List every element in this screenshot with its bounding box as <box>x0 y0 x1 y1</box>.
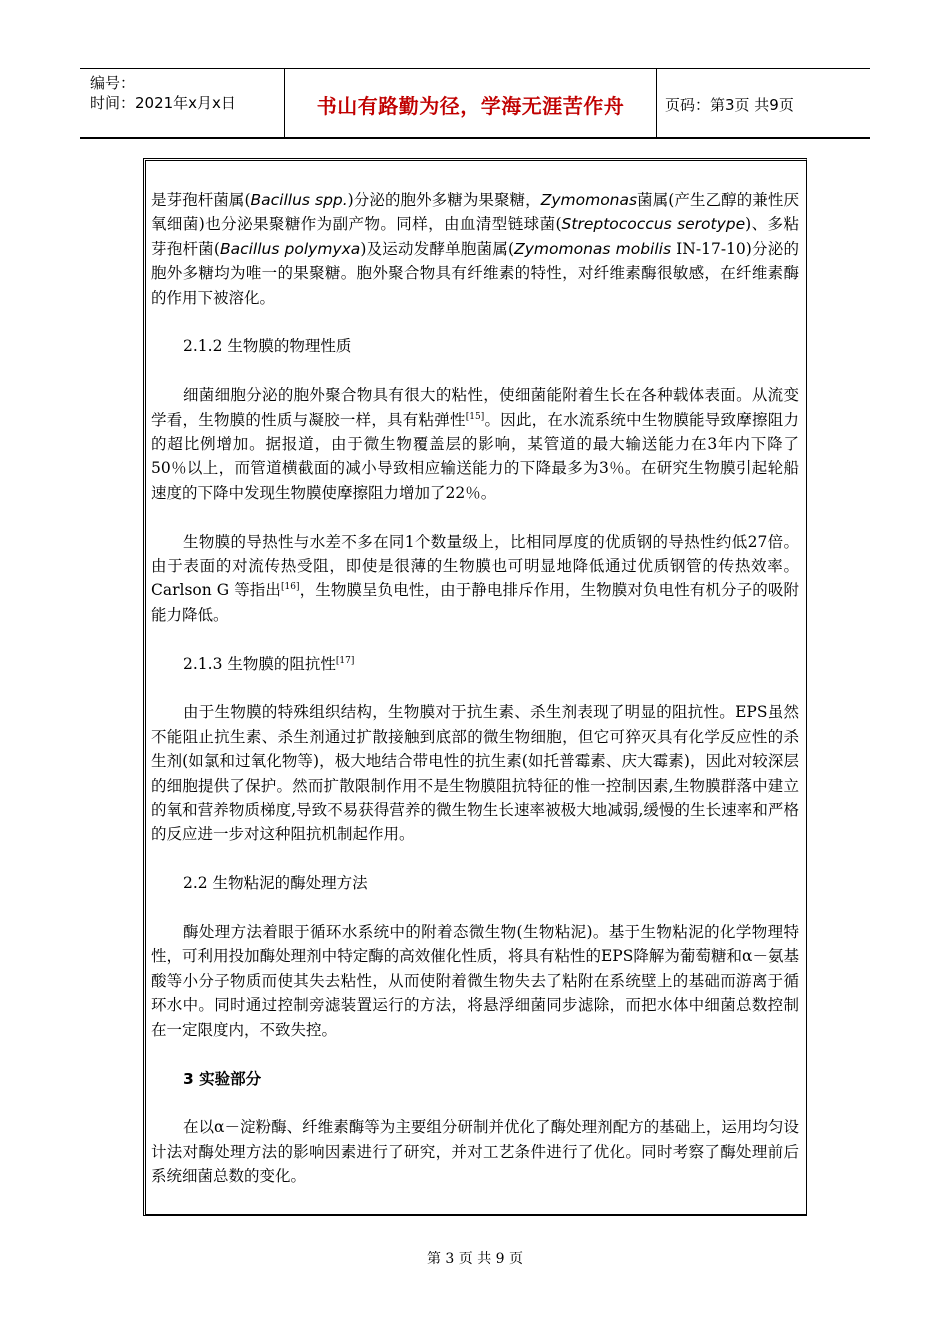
italic-term: Bacillus spp. <box>250 191 348 209</box>
heading-3: 3 实验部分 <box>183 1069 262 1088</box>
text-run: )、多粘芽孢杆菌( <box>151 215 799 258</box>
text-run: IN-17-10)分泌的胞外多糖均为唯一的果聚糖。胞外聚合物具有纤维素的特性，对纤维素酶很敏感，在纤维素酶的作用下被溶化。 <box>151 239 799 307</box>
heading-2-1-3 <box>151 652 799 676</box>
header-left-cell <box>80 69 283 137</box>
heading-2-1-2: 2.1.2 生物膜的物理性质 <box>183 337 352 356</box>
italic-term: Streptococcus serotype <box>561 215 746 234</box>
document-body <box>151 188 799 1189</box>
text-run: 由于生物膜的特殊组织结构，生物膜对于抗生素、杀生剂表现了明显的阻抗性。EPS虽然不能阻止抗生素、杀生剂通过扩散接触到底部的微生物细胞，但它可猝灭具有化学反应性的杀生剂(如氯和过氧化物等)，极大地结合带电性的抗生素(如托普霉素、庆大霉素)，因此对较深层的细胞提供了保护。然而扩散限制作用不是生物膜阻抗特征的惟一控制因素,生物膜群落中建立的氧和营养物质梯度,导致不易获得营养的微生物生长速率被极大地减弱,缓慢的生长速率和严格的反应进一步对这种阻抗机制起作用。 <box>151 703 799 844</box>
paragraph-thermal <box>151 530 799 628</box>
text-run: )及运动发酵单胞菌属( <box>360 239 515 258</box>
header-motto-cell <box>284 69 657 137</box>
heading-2-2: 2.2 生物粘泥的酶处理方法 <box>183 874 368 893</box>
text-run: 酶处理方法着眼于循环水系统中的附着态微生物(生物粘泥)。基于生物粘泥的化学物理特性，可利用投加酶处理剂中特定酶的高效催化性质，将具有粘性的EPS降解为葡萄糖和α－氨基酸等小分子物质而使其失去粘性，从而使附着微生物失去了粘附在系统壁上的基础而游离于循环水中。同时通过控制旁滤装置运行的方法，将悬浮细菌同步滤除，而把水体中细菌总数控制在一定限度内，不致失控。 <box>151 923 799 1039</box>
citation-ref: [16] <box>281 582 300 593</box>
paragraph-enzyme <box>151 920 799 1042</box>
paragraph-viscosity <box>151 383 799 505</box>
heading-2-1-3-ref: [17] <box>335 655 355 666</box>
text-run: )分泌的胞外多糖为果聚糖， <box>347 191 541 209</box>
text-run: 细菌细胞分泌的胞外聚合物具有很大的粘性，使细菌能附着生长在各种载体表面。从流变学看，生物膜的性质与凝胶一样，具有粘弹性 <box>151 386 799 429</box>
text-run: 是芽孢杆菌属( <box>151 191 251 209</box>
text-run: 生物膜的导热性与水差不多在同1个数量级上，比相同厚度的优质钢的导热性约低27倍。由于表面的对流传热受阻，即使是很薄的生物膜也可明显地降低通过优质钢管的传热效率。Carlson G 等指出 <box>151 532 799 600</box>
header-page-cell <box>657 69 870 137</box>
text-run: 。因此，在水流系统中生物膜能导致摩擦阻力的超比例增加。据报道，由于微生物覆盖层的影响，某管道的最大输送能力在3年内下降了50％以上，而管道横截面的减小导致相应输送能力的下降最多为3％。在研究生物膜引起轮船速度的下降中发现生物膜使摩擦阻力增加了22％。 <box>151 410 799 502</box>
page-footer: 第 3 页 共 9 页 <box>426 1251 524 1267</box>
text-run: 在以α－淀粉酶、纤维素酶等为主要组分研制并优化了酶处理剂配方的基础上，运用均匀设计法对酶处理方法的影响因素进行了研究，并对工艺条件进行了优化。同时考察了酶处理前后系统细菌总数的变化。 <box>151 1118 799 1186</box>
paragraph-resistance <box>151 700 799 846</box>
text-run: ，生物膜呈负电性，由于静电排斥作用，生物膜对负电性有机分子的吸附能力降低。 <box>151 581 799 624</box>
citation-ref: [15] <box>465 411 485 422</box>
text-run: 菌属(产生乙醇的兼性厌氧细菌)也分泌果聚糖作为副产物。同样，由血清型链球菌( <box>151 191 799 234</box>
paragraph-experiment <box>151 1115 799 1188</box>
time-label: 时间：2021年x月x日 <box>90 94 236 112</box>
motto: 书山有路勤为径，学海无涯苦作舟 <box>316 94 625 118</box>
italic-term: Zymomonas mobilis <box>514 239 672 258</box>
paragraph-bacillus <box>151 188 799 310</box>
number-label: 编号： <box>90 74 136 92</box>
italic-term: Bacillus polymyxa <box>219 239 361 258</box>
page-info: 页码：第3页 共9页 <box>665 96 794 114</box>
heading-2-1-3-text: 2.1.3 生物膜的阻抗性 <box>183 654 336 673</box>
italic-term: Zymomonas <box>540 191 638 209</box>
page-header <box>80 68 870 139</box>
